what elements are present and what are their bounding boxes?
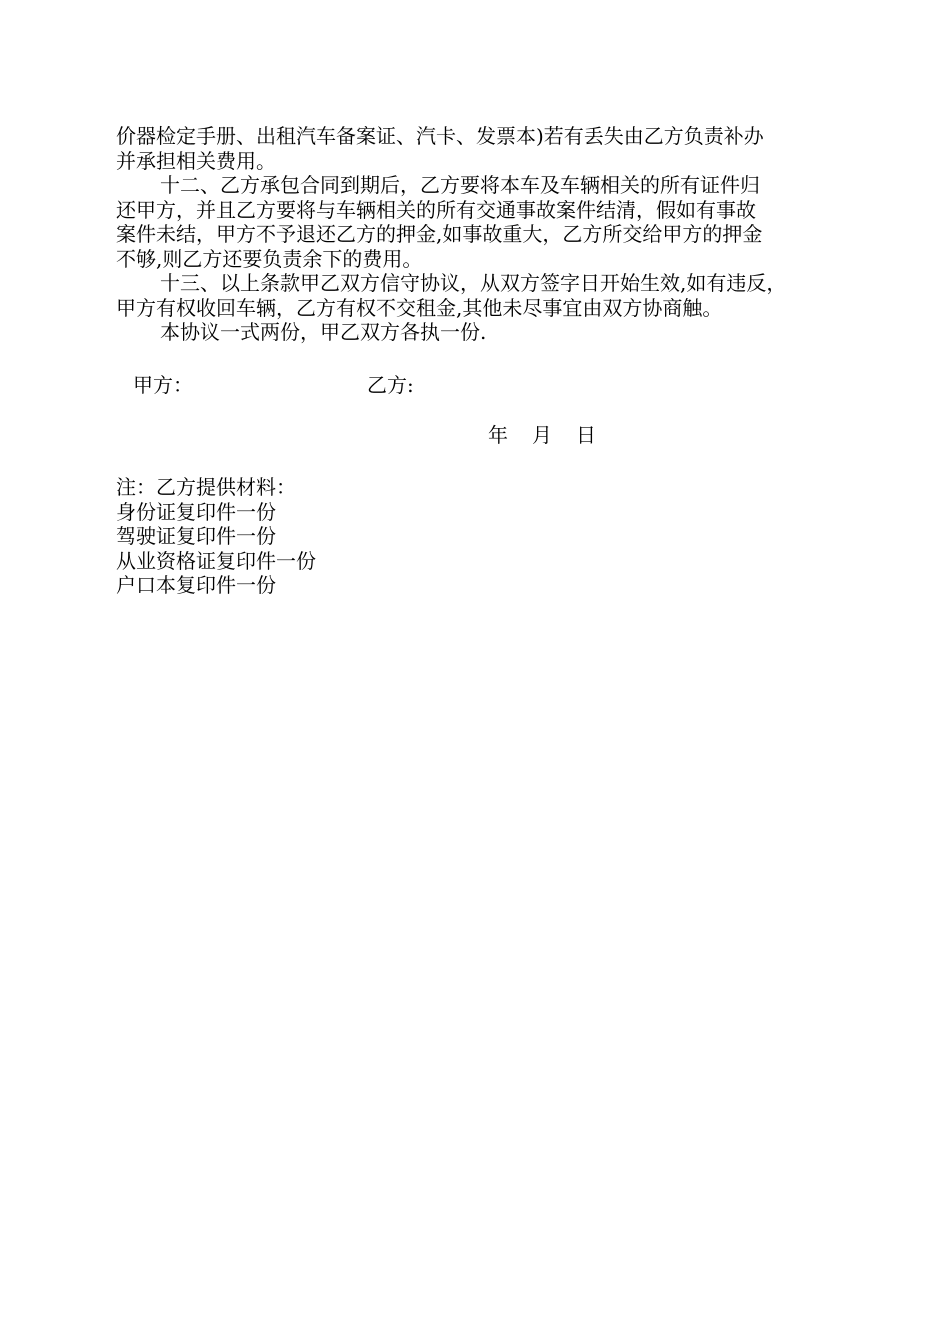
clause-13-line: 十三、以上条款甲乙双方信守协议，从双方签字日开始生效,如有违反， — [160, 271, 787, 295]
clause-12-line: 还甲方，并且乙方要将与车辆相关的所有交通事故案件结清，假如有事故 — [116, 197, 756, 222]
copies-statement: 本协议一式两份，甲乙双方各执一份. — [160, 320, 487, 344]
agreement-body — [116, 124, 856, 345]
clause-13-line: 甲方有权收回车辆，乙方有权不交租金,其他未尽事宜由双方协商触。 — [116, 295, 723, 320]
materials-note — [116, 475, 316, 598]
paragraph-line: 价器检定手册、出租汽车备案证、汽卡、发票本)若有丢失由乙方负责补办 — [116, 124, 764, 148]
clause-12-line: 案件未结，甲方不予退还乙方的押金,如事故重大，乙方所交给甲方的押金 — [116, 222, 763, 246]
clause-12-line: 十二、乙方承包合同到期后，乙方要将本车及车辆相关的所有证件归 — [160, 173, 760, 197]
date-month-label: 月 — [532, 423, 552, 447]
clause-12-line: 不够,则乙方还要负责余下的费用。 — [116, 246, 423, 271]
paragraph-line: 并承担相关费用。 — [116, 148, 276, 173]
date-line — [488, 423, 596, 448]
party-b-signature-label: 乙方: — [367, 373, 414, 397]
note-item: 身份证复印件一份 — [116, 499, 276, 524]
date-day-label: 日 — [576, 423, 596, 447]
note-item: 户口本复印件一份 — [116, 573, 276, 597]
date-year-label: 年 — [488, 423, 508, 447]
note-item: 从业资格证复印件一份 — [116, 548, 316, 573]
note-item: 驾驶证复印件一份 — [116, 524, 276, 548]
signature-block — [0, 373, 950, 399]
note-heading: 注：乙方提供材料： — [116, 475, 296, 499]
party-a-signature-label: 甲方： — [133, 373, 193, 397]
